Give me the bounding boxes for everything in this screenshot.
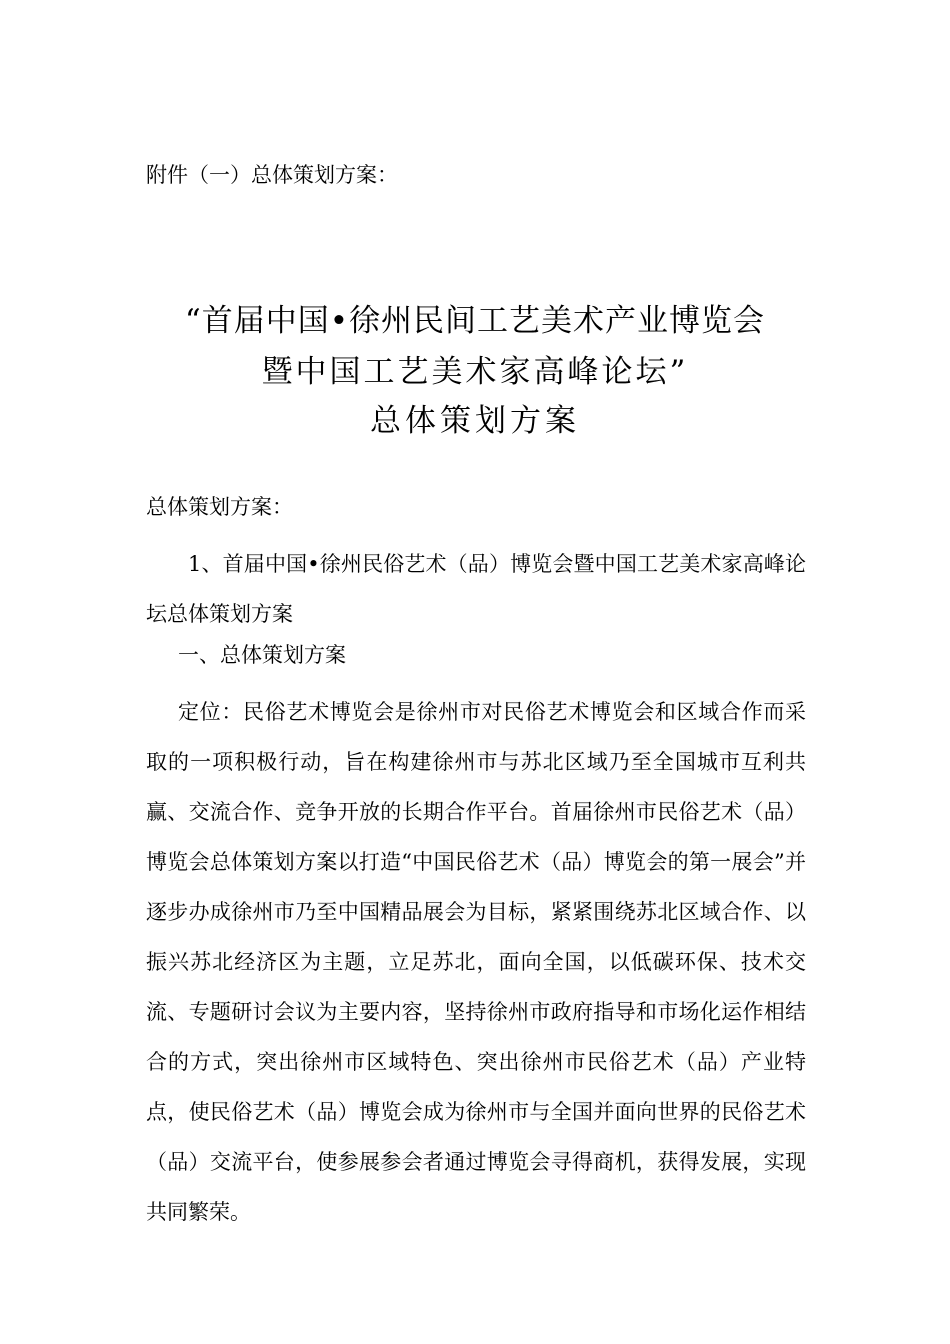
attachment-heading: 附件（一）总体策划方案： <box>146 163 398 187</box>
document-title-line-2: 暨中国工艺美术家高峰论坛” <box>261 354 689 390</box>
document-title-line-1: “首届中国•徐州民间工艺美术产业博览会 <box>184 303 766 339</box>
document-title-line-3: 总体策划方案 <box>370 403 580 439</box>
section-label: 总体策划方案： <box>146 495 293 519</box>
body-paragraph: 定位：民俗艺术博览会是徐州市对民俗艺术博览会和区域合作而采取的一项积极行动，旨在构建徐州市与苏北区域乃至全国城市互利共赢、交流合作、竞争开放的长期合作平台。首届徐州市民俗艺术（品）博览会总体策划方案以打造“中国民俗艺术（品）博览会的第一展会”并逐步办成徐州市乃至中国精品展会为目标，紧紧围绕苏北区域合作、以振兴苏北经济区为主题，立足苏北，面向全国，以低碳环保、技术交流、专题研讨会议为主要内容，坚持徐州市政府指导和市场化运作相结合的方式，突出徐州市区域特色、突出徐州市民俗艺术（品）产业特点，使民俗艺术（品）博览会成为徐州市与全国并面向世界的民俗艺术（品）交流平台，使参展参会者通过博览会寻得商机，获得发展，实现共同繁荣。 <box>146 700 806 1224</box>
sub-heading: 一、总体策划方案 <box>178 643 346 667</box>
item-heading: 1、首届中国•徐州民俗艺术（品）博览会暨中国工艺美术家高峰论坛总体策划方案 <box>146 552 806 626</box>
